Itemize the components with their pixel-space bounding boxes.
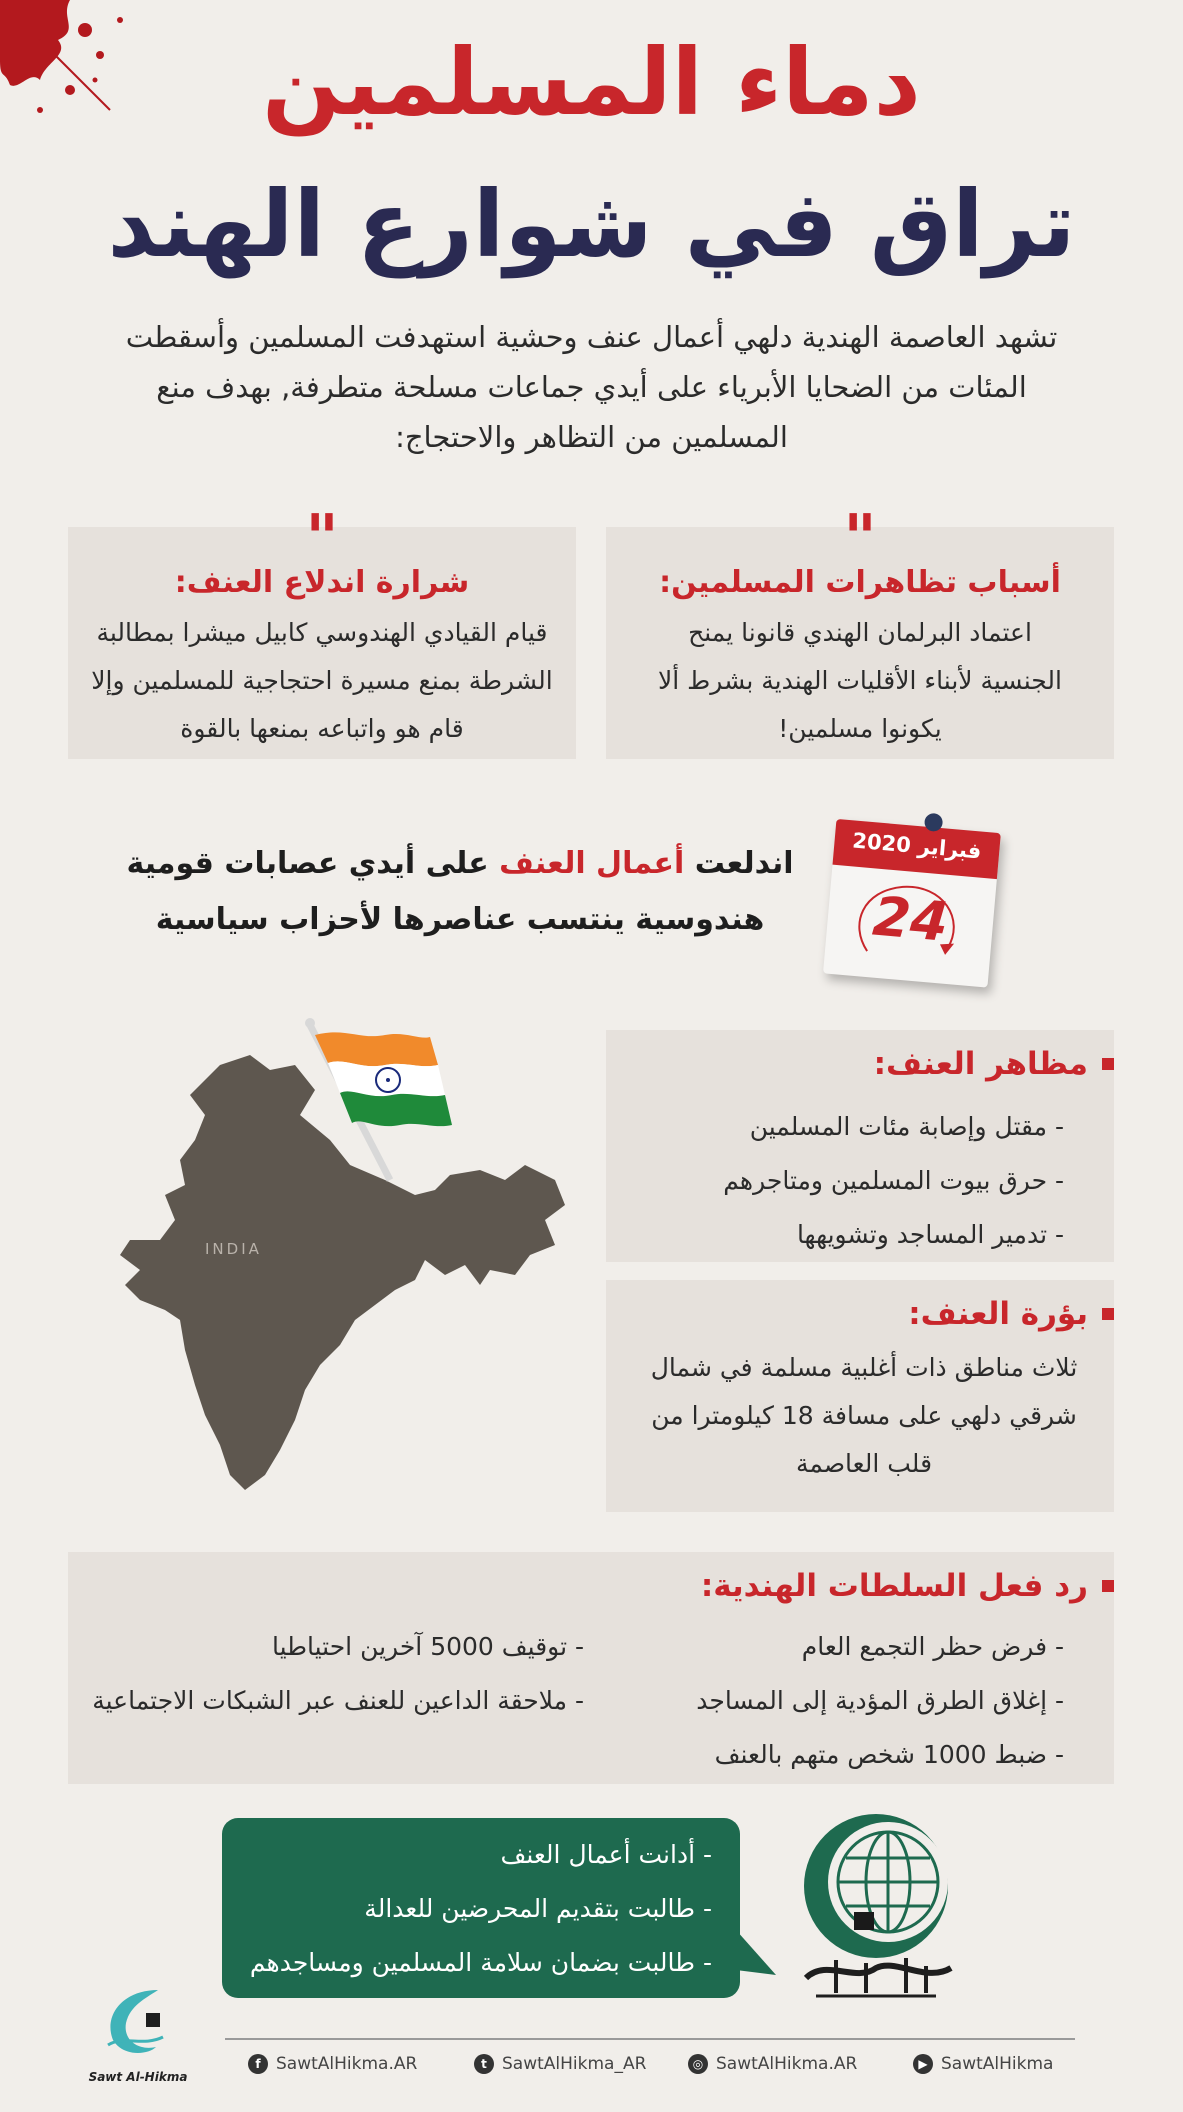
list-item: - تدمير المساجد وتشويهها [796,1220,1064,1249]
outbreak-text [120,836,800,948]
focus-title-row [908,1296,1114,1332]
list-item: - ضبط 1000 شخص متهم بالعنف [714,1740,1064,1769]
facebook-handle: SawtAlHikma.AR [276,2054,418,2074]
map-label: INDIA [205,1240,262,1258]
social-facebook[interactable] [248,2054,417,2074]
oic-logo [776,1808,976,2008]
causes-line: الجنسية لأبناء الأقليات الهندية بشرط ألا [658,666,1062,695]
section-marker-icon [1102,1058,1114,1070]
outbreak-post: على أيدي عصابات قومية [126,846,489,881]
reaction-title: رد فعل السلطات الهندية: [700,1568,1088,1604]
focus-panel [606,1280,1114,1512]
instagram-handle: SawtAlHikma.AR [716,2054,858,2074]
outbreak-pre: اندلعت [694,846,794,881]
focus-text [644,1344,1084,1488]
section-marker-icon [1102,1308,1114,1320]
causes-title: أسباب تظاهرات المسلمين: [659,565,1061,600]
oic-list [250,1828,712,1990]
causes-line: اعتماد البرلمان الهندي قانونا يمنح [688,618,1032,647]
list-item: - ملاحقة الداعين للعنف عبر الشبكات الاجتماعية [92,1686,584,1715]
manifestations-title-row [874,1046,1114,1082]
title-line-2: تراق في شوارع الهند [107,171,1076,278]
title-line-1: دماء المسلمين [262,29,921,136]
spark-line: الشرطة بمنع مسيرة احتجاجية للمسلمين وإلا [91,666,553,695]
outbreak-line-2: هندوسية ينتسب عناصرها لأحزاب سياسية [155,902,765,937]
list-item: - مقتل وإصابة مئات المسلمين [749,1112,1064,1141]
list-item: - طالبت بضمان سلامة المسلمين ومساجدهم [249,1948,712,1977]
facebook-icon: f [248,2054,268,2074]
causes-line: يكونوا مسلمين! [778,714,942,743]
manifestations-list [723,1100,1064,1262]
spark-line: قيام القيادي الهندوسي كابيل ميشرا بمطالبة [96,618,548,647]
spark-panel [68,502,576,759]
calendar-day: 24 [870,884,951,954]
intro-paragraph [60,312,1123,462]
intro-line: المسلمين من التظاهر والاحتجاج: [395,420,788,454]
focus-line: قلب العاصمة [795,1449,933,1478]
list-item: - فرض حظر التجمع العام [801,1632,1064,1661]
social-twitter[interactable] [474,2054,646,2074]
intro-line: المئات من الضحايا الأبرياء على أيدي جماعات مسلحة متطرفة, بهدف منع [156,370,1027,404]
section-marker-icon [1102,1580,1114,1592]
reaction-panel [68,1552,1114,1784]
spark-title: شرارة اندلاع العنف: [174,565,470,600]
outbreak-line-1 [120,836,800,892]
social-instagram[interactable] [688,2054,857,2074]
youtube-handle: SawtAlHikma [941,2054,1054,2074]
youtube-icon: ▶ [913,2054,933,2074]
reaction-right-list [696,1620,1064,1782]
manifestations-panel [606,1030,1114,1262]
quote-icon: " [305,502,339,576]
outbreak-highlight: أعمال العنف [499,846,685,881]
brand-name: Sawt Al-Hikma [88,2070,188,2084]
twitter-icon: t [474,2054,494,2074]
list-item: - توقيف 5000 آخرين احتياطيا [271,1632,584,1661]
list-item: - أدانت أعمال العنف [500,1840,712,1869]
causes-panel [606,502,1114,759]
footer-divider [225,2038,1075,2040]
bubble-pointer [736,1930,776,1980]
social-youtube[interactable] [913,2054,1053,2074]
reaction-left-list [92,1620,584,1728]
spark-text [68,609,576,753]
focus-line: شرقي دلهي على مسافة 18 كيلومترا من [651,1401,1077,1430]
manifestations-title: مظاهر العنف: [873,1046,1088,1082]
calendar-month: فبراير 2020 [851,828,983,864]
quote-icon: " [843,502,877,576]
calendar-icon [823,801,1008,993]
spark-line: قام هو واتباعه بمنعها بالقوة [180,714,464,743]
oic-statement-bubble [222,1818,740,1998]
intro-line: تشهد العاصمة الهندية دلهي أعمال عنف وحشية استهدفت المسلمين وأسقطت [125,320,1058,354]
list-item: - طالبت بتقديم المحرضين للعدالة [364,1894,712,1923]
instagram-icon: ◎ [688,2054,708,2074]
reaction-title-row [701,1568,1114,1604]
focus-title: بؤرة العنف: [908,1296,1088,1332]
india-flag-icon [300,1015,470,1185]
twitter-handle: SawtAlHikma_AR [502,2054,647,2074]
list-item: - حرق بيوت المسلمين ومتاجرهم [723,1166,1064,1195]
focus-line: ثلاث مناطق ذات أغلبية مسلمة في شمال [650,1353,1078,1382]
list-item: - إغلاق الطرق المؤدية إلى المساجد [696,1686,1064,1715]
causes-text [606,609,1114,753]
sawt-alhikma-logo [88,1985,188,2065]
